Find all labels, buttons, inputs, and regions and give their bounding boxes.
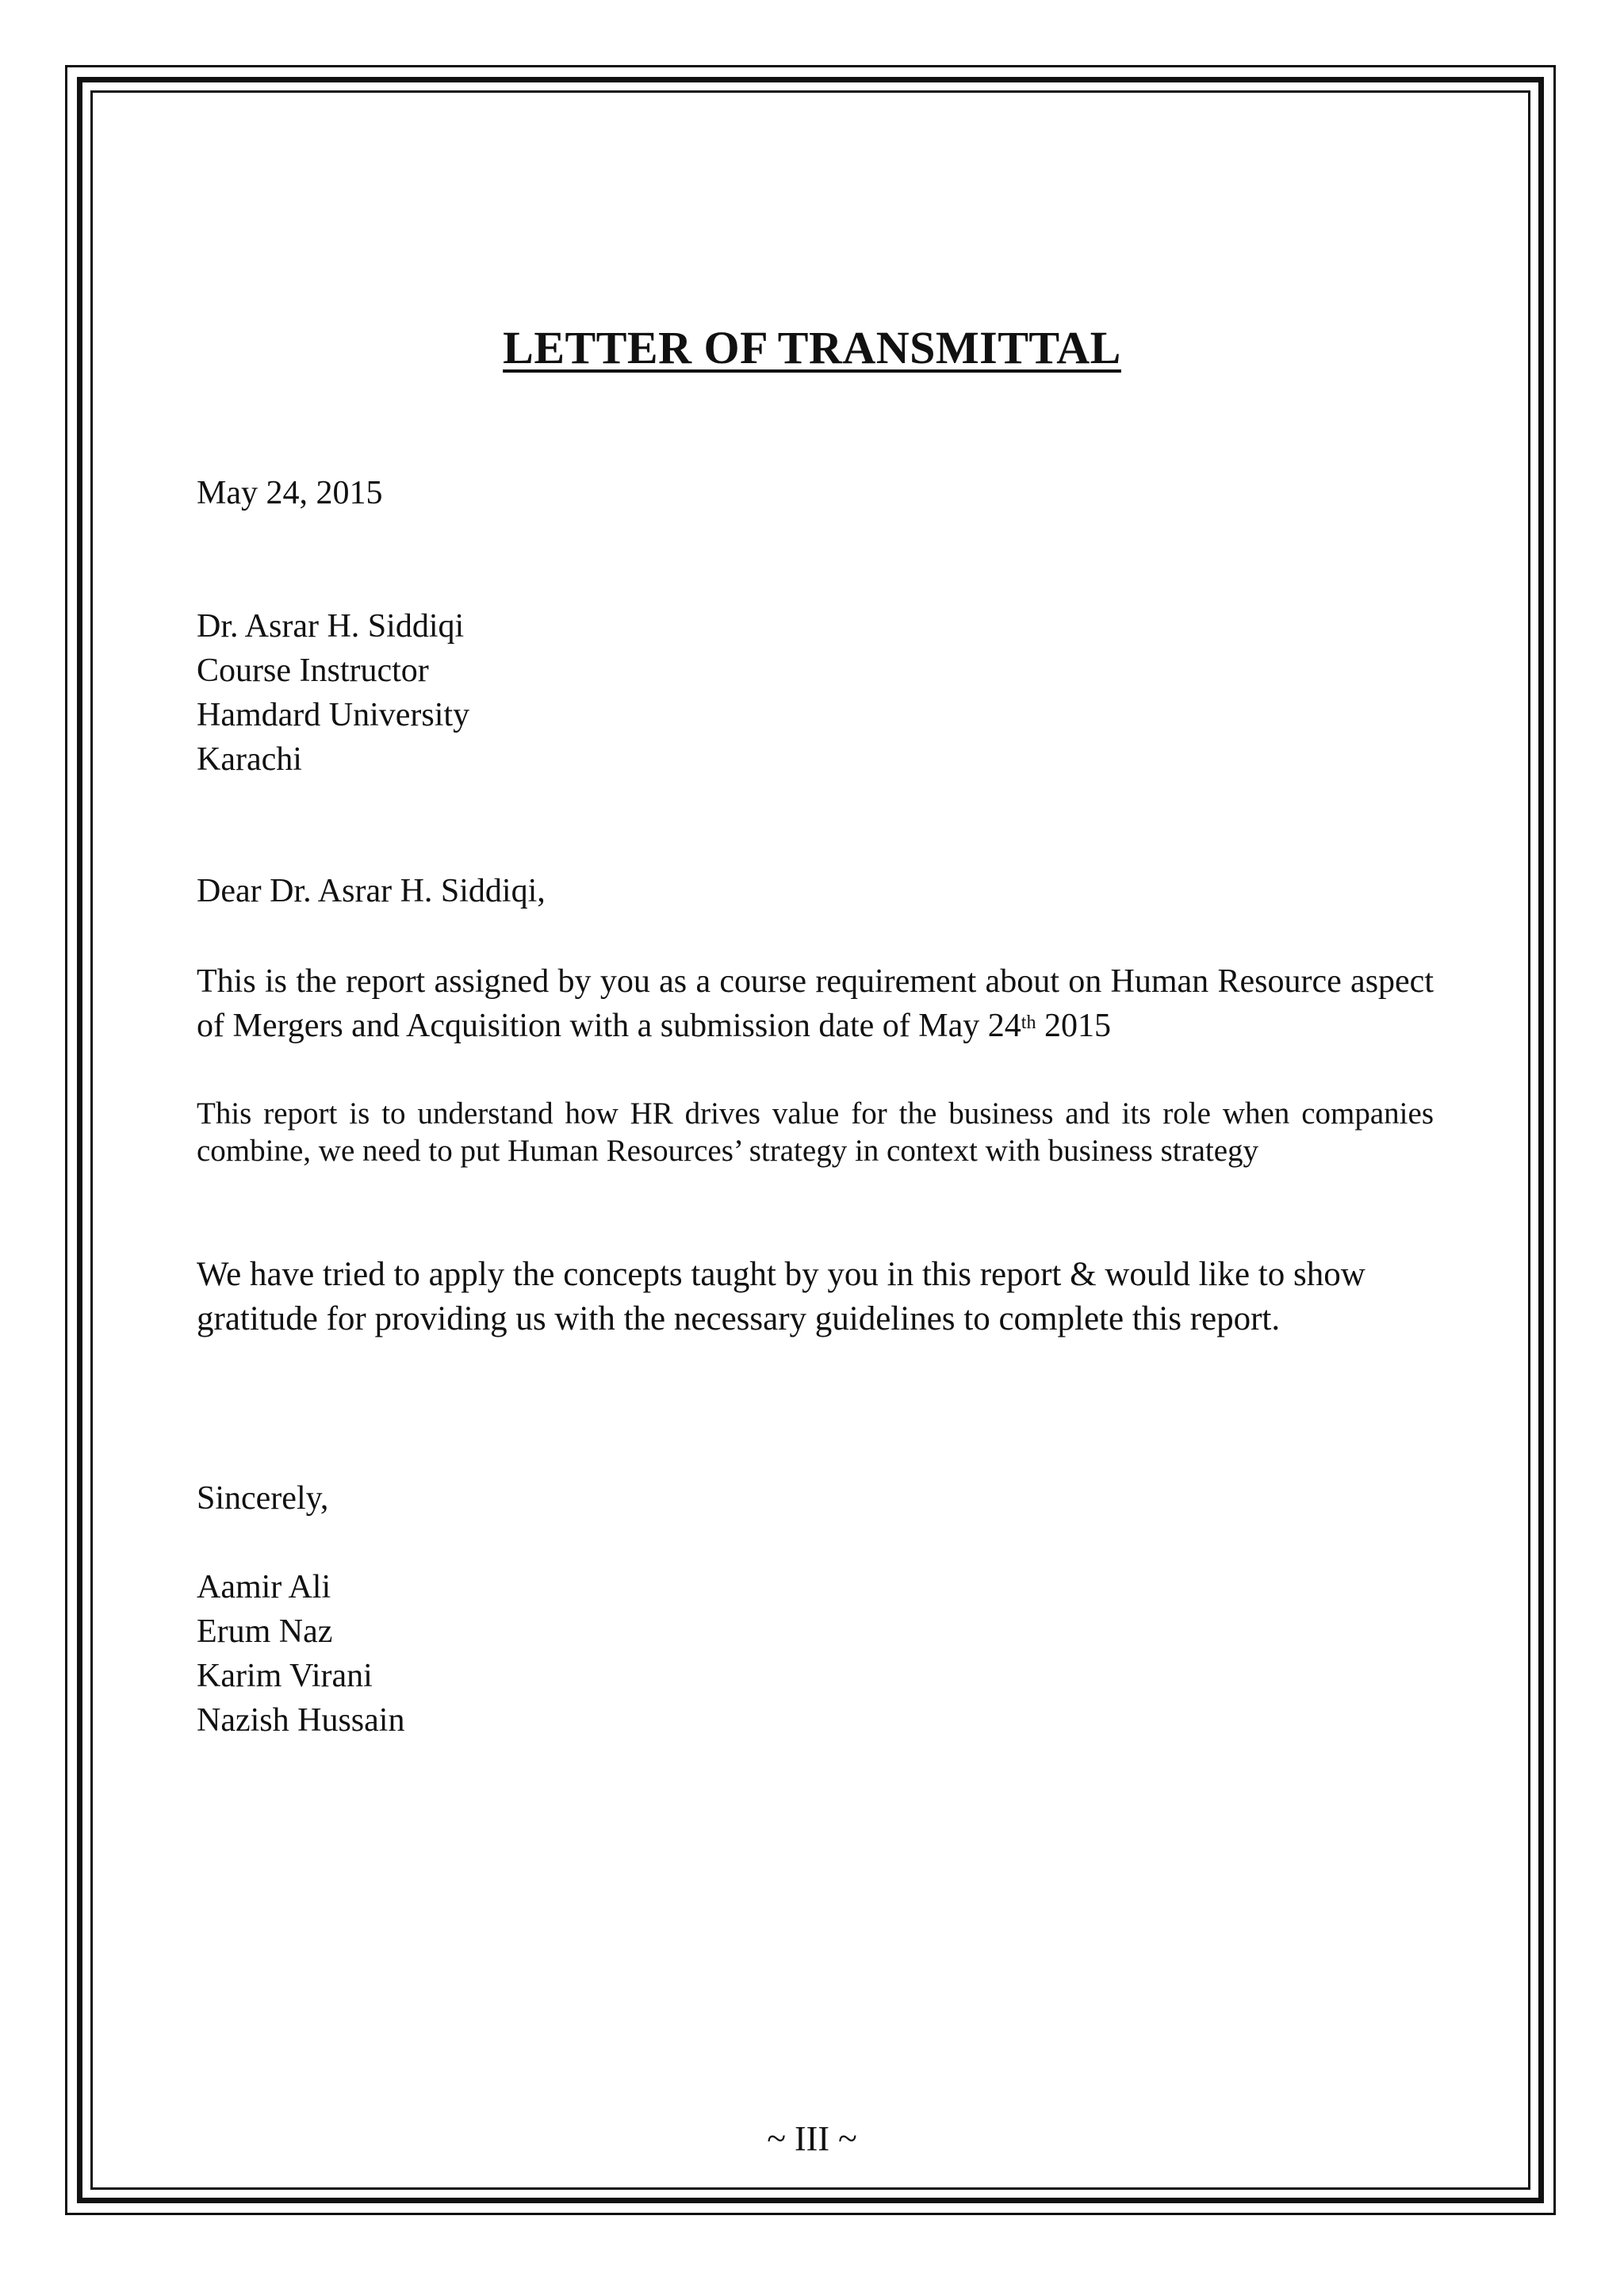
body-paragraph-1 [197, 959, 1434, 1048]
signer-name: Karim Virani [197, 1658, 373, 1694]
recipient-city: Karachi [197, 741, 302, 778]
signers-list [197, 1565, 1434, 1743]
date-ordinal-superscript: th [1021, 1012, 1036, 1033]
signer-name: Erum Naz [197, 1613, 333, 1650]
letter-title: LETTER OF TRANSMITTAL [503, 322, 1121, 373]
signer-name: Aamir Ali [197, 1569, 331, 1605]
salutation: Dear Dr. Asrar H. Siddiqi, [197, 873, 546, 909]
closing: Sincerely, [197, 1480, 329, 1517]
paragraph-1-suffix: 2015 [1036, 1008, 1111, 1044]
signer-name: Nazish Hussain [197, 1702, 405, 1739]
paragraph-1-text: This is the report assigned by you as a course requirement about on Human Resource aspect of Mergers and Acquisition with a submission date of May 24 [197, 963, 1434, 1044]
recipient-position: Course Instructor [197, 652, 429, 689]
recipient-address [197, 604, 1434, 782]
recipient-institution: Hamdard University [197, 697, 470, 733]
body-paragraph-2: This report is to understand how HR drives value for the business and its role when companies combine, we need to put Human Resources’ strategy in context with business strategy [197, 1096, 1434, 1168]
page-number: ~ III ~ [767, 2119, 857, 2158]
letter-date: May 24, 2015 [197, 475, 383, 511]
body-paragraph-3: We have tried to apply the concepts taught by you in this report & would like to show gratitude for providing us with the necessary guidelines to complete this report. [197, 1256, 1365, 1337]
recipient-name: Dr. Asrar H. Siddiqi [197, 608, 465, 645]
